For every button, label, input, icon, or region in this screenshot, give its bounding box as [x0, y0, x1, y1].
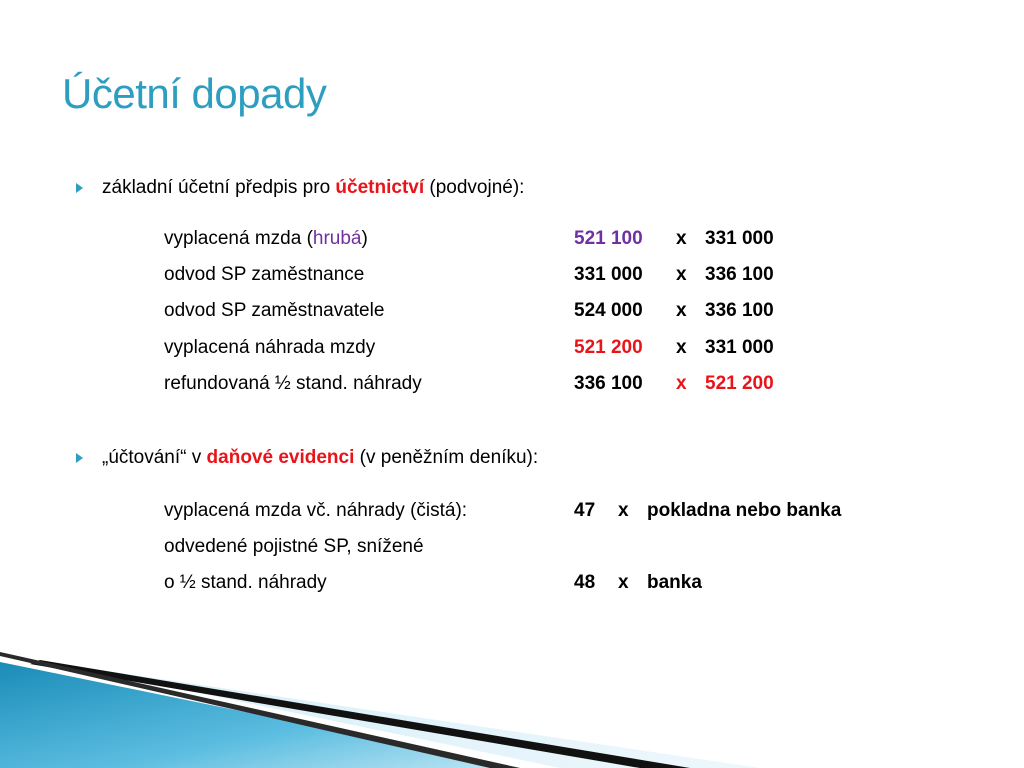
entry-label: odvod SP zaměstnavatele	[164, 300, 385, 321]
bullet-tax-records	[76, 446, 538, 470]
entry-label-highlight: hrubá	[312, 228, 362, 249]
entry-credit: 336 100	[705, 264, 774, 285]
entry-x: x	[676, 337, 687, 358]
entry-label: vyplacená mzda (hrubá)	[164, 228, 368, 249]
tax-target: banka	[647, 572, 702, 593]
bullet-emphasis: účetnictví	[335, 177, 425, 198]
tax-label: o ½ stand. náhrady	[164, 572, 327, 593]
entry-x: x	[676, 373, 687, 394]
bullet-text	[102, 176, 524, 200]
tax-column: 48	[574, 572, 596, 593]
entry-debit: 336 100	[574, 373, 643, 394]
bullet-suffix: (podvojné):	[424, 177, 525, 198]
bullet-arrow-icon	[76, 183, 83, 193]
entry-credit: 331 000	[705, 228, 774, 249]
entry-x: x	[676, 264, 687, 285]
bullet-arrow-icon	[76, 453, 83, 463]
entry-debit: 521 200	[574, 337, 643, 358]
entry-label: refundovaná ½ stand. náhrady	[164, 373, 422, 394]
tax-x: x	[618, 572, 629, 593]
entry-x: x	[676, 228, 687, 249]
bullet-accounting	[76, 176, 524, 200]
bullet-suffix: (v peněžním deníku):	[354, 447, 539, 468]
bullet-emphasis: daňové evidenci	[206, 447, 355, 468]
entry-debit: 331 000	[574, 264, 643, 285]
tax-column: 47	[574, 500, 596, 521]
entry-debit: 521 100	[574, 228, 643, 249]
decorative-swoosh	[0, 640, 1024, 768]
bullet-prefix: základní účetní předpis pro	[102, 177, 336, 198]
page-title: Účetní dopady	[62, 70, 327, 117]
tax-label: odvedené pojistné SP, snížené	[164, 536, 424, 557]
entry-credit: 521 200	[705, 373, 774, 394]
entry-x: x	[676, 300, 687, 321]
entry-label: odvod SP zaměstnance	[164, 264, 365, 285]
entry-credit: 336 100	[705, 300, 774, 321]
tax-label: vyplacená mzda vč. náhrady (čistá):	[164, 500, 468, 521]
entry-label: vyplacená náhrada mzdy	[164, 337, 376, 358]
tax-target: pokladna nebo banka	[647, 500, 842, 521]
bullet-text	[102, 446, 538, 470]
entry-credit: 331 000	[705, 337, 774, 358]
bullet-prefix: „účtování“ v	[102, 447, 207, 468]
entry-debit: 524 000	[574, 300, 643, 321]
tax-x: x	[618, 500, 629, 521]
